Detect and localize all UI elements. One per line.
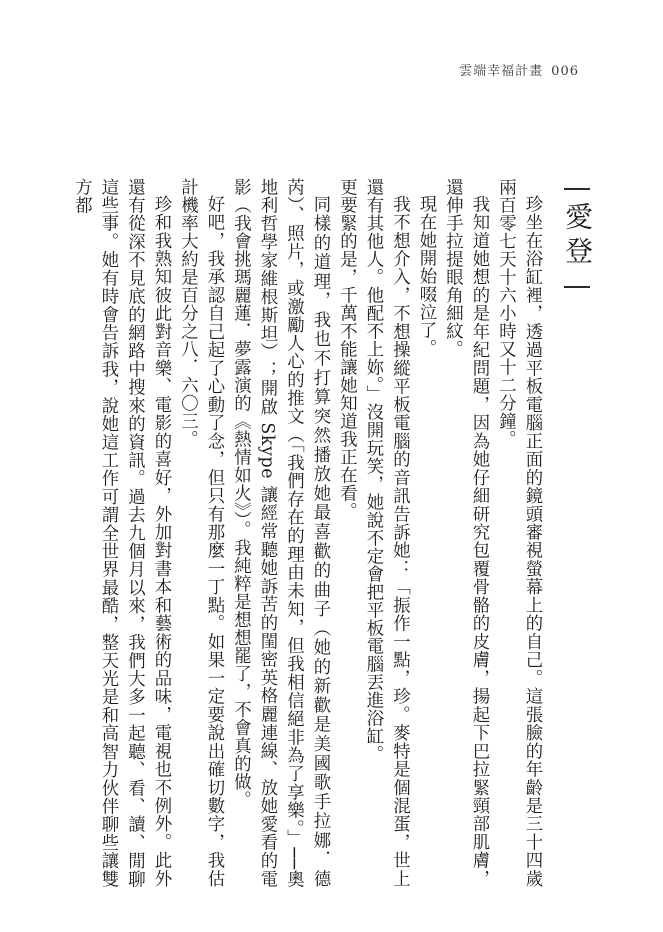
- chapter-heading: [552, 188, 602, 298]
- paragraph: 更要緊的是，千萬不能讓她知道我正在看。: [336, 178, 357, 520]
- paragraph: 我知道她想的是年紀問題，因為她仔細研究包覆骨骼的皮膚，揚起下巴拉緊頸部肌膚，還伸手拉提眼角細紋。: [442, 178, 489, 888]
- chapter-title: 愛登: [561, 202, 594, 270]
- paragraph: 好吧，我承認自己起了心動了念，但只有那麼一丁點。如果一定要說出確切數字，我估計機率大約是百分之八．六〇三。: [177, 178, 224, 888]
- book-title: 雲端幸福計畫: [459, 64, 544, 79]
- running-header: [459, 60, 579, 79]
- paragraph: 同樣的道理，我也不打算突然播放她最喜歡的曲子（她的新歡是美國歌手拉娜．德芮）、照片，或激勵人心的推文（「我們存在的理由未知，但我相信絕非為了享樂。」──奧地利哲學家維根斯坦）；開啟 Skype 讓經常聽她訴苦的閨密英格麗連線、放她愛看的電影（我會挑瑪麗蓮．夢露演的《熱情如火》）。我純粹是想想罷了，不會真的做。: [230, 178, 330, 888]
- paragraph: 我不想介入，不想操縱平板電腦的音訊告訴她：「振作一點，珍。麥特是個混蛋，世上還有其他人。他配不上妳。」沒開玩笑，她說不定會把平板電腦丟進浴缸。: [363, 178, 410, 888]
- body-text: [68, 178, 545, 888]
- paragraph: 現在她開始啜泣了。: [416, 195, 436, 358]
- chapter-rule-bottom: [564, 286, 590, 288]
- paragraph: 珍坐在浴缸裡，透過平板電腦正面的鏡頭審視螢幕上的自己。這張臉的年齡是三十四歲兩百零七天十六小時又十二分鐘。: [495, 178, 542, 888]
- chapter-rule-top: [564, 188, 590, 190]
- paragraph: 珍和我熟知彼此對音樂、電影的喜好，外加對書本和藝術的品味，電視也不例外。此外還有從深不見底的網路中搜來的資訊。過去九個月以來，我們大多一起聽、看、讀、閒聊這些事。她有時會告訴我，說她這工作可謂全世界最酷，整天光是和高智力伙伴聊些讓雙方都: [71, 178, 171, 888]
- page-number: 006: [551, 64, 579, 79]
